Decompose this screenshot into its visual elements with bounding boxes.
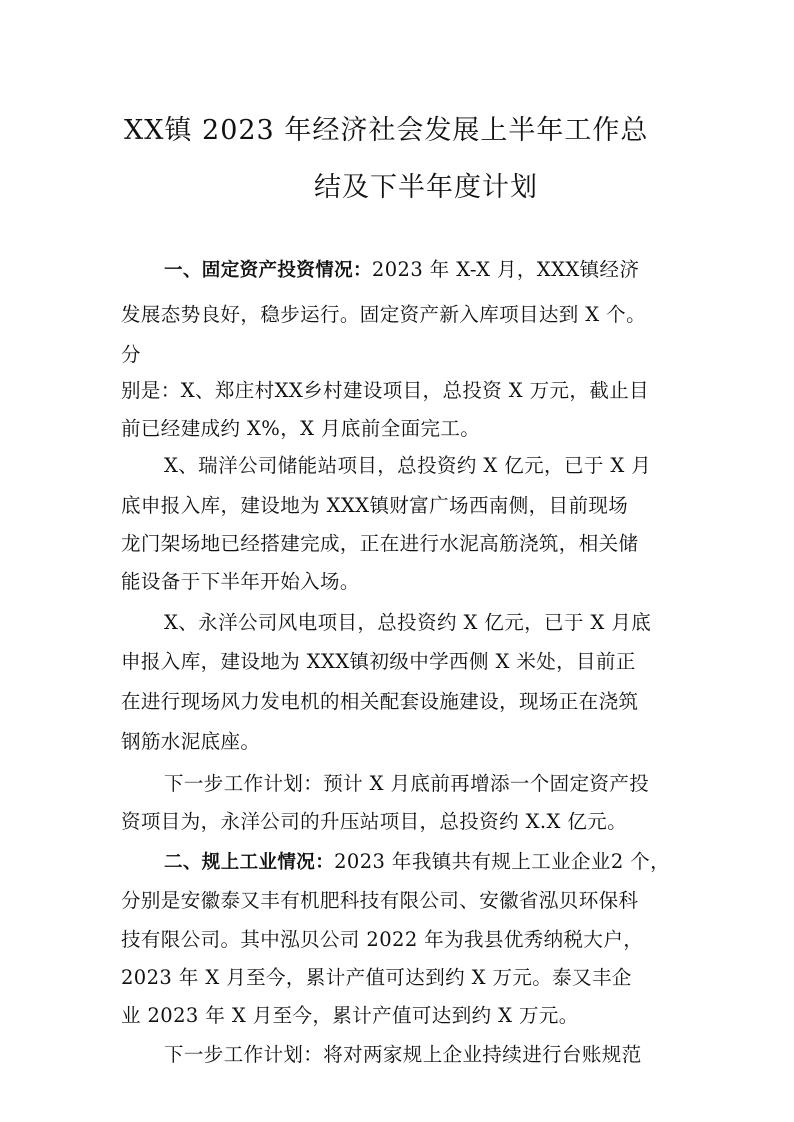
section-2-line-5: 业 2023 年 X 月至今，累计产值可达到约 X 万元。: [121, 1004, 579, 1027]
section-2-line-4: 2023 年 X 月至今，累计产值可达到约 X 万元。泰又丰企: [121, 966, 632, 989]
section-2-first-line: [164, 852, 670, 873]
section-1-line-5: 前已经建成约 X%，X 月底前全面完工。: [121, 417, 481, 440]
section-1-p2-line-4: 能设备于下半年开始入场。: [121, 570, 360, 593]
section-2-heading: 二、规上工业情况：: [164, 852, 335, 873]
section-1-line-2: 发展态势良好，稳步运行。固定资产新入库项目达到 X 个。: [121, 303, 646, 326]
section-1-p4-line-2: 资项目为，永洋公司的升压站项目，总投资约 X.X 亿元。: [121, 810, 628, 833]
section-1-p4-line-1: 下一步工作计划：预计 X 月底前再增添一个固定资产投: [164, 772, 650, 795]
document-title-line-2: 结及下半年度计划: [314, 172, 538, 203]
section-2-line-1: 2023 年我镇共有规上工业企业2 个，: [334, 850, 671, 873]
section-1-p2-line-2: 底申报入库，建设地为 XXX镇财富广场西南侧，目前现场: [121, 494, 629, 517]
section-1-line-1: 2023 年 X-X 月，XXX镇经济: [371, 258, 640, 281]
section-1-heading: 一、固定资产投资情况：: [164, 260, 372, 281]
section-1-p3-line-3: 在进行现场风力发电机的相关配套设施建设，现场正在浇筑: [121, 690, 639, 713]
section-1-line-4: 别是：X、郑庄村XX乡村建设项目，总投资 X 万元，截止目: [121, 379, 650, 402]
section-1-p2-line-3: 龙门架场地已经搭建完成，正在进行水泥高筋浇筑，相关储: [121, 532, 639, 555]
section-1-p2-line-1: X、瑞洋公司储能站项目，总投资约 X 亿元，已于 X 月: [164, 454, 652, 477]
section-1-line-3: 分: [121, 343, 141, 366]
section-2-p2-line-1: 下一步工作计划：将对两家规上企业持续进行台账规范: [164, 1043, 642, 1066]
section-2-line-3: 技有限公司。其中泓贝公司 2022 年为我县优秀纳税大户，: [121, 928, 644, 951]
section-1-p3-line-1: X、永洋公司风电项目，总投资约 X 亿元，已于 X 月底: [164, 611, 652, 634]
section-1-first-line: [164, 260, 639, 281]
section-1-p3-line-2: 申报入库，建设地为 XXX镇初级中学西侧 X 米处，目前正: [121, 650, 636, 673]
document-title-line-1: XX镇 2023 年经济社会发展上半年工作总: [124, 115, 649, 146]
section-2-line-2: 分别是安徽泰又丰有机肥科技有限公司、安徽省泓贝环保科: [121, 889, 639, 912]
section-1-p3-line-4: 钢筋水泥底座。: [121, 730, 261, 753]
